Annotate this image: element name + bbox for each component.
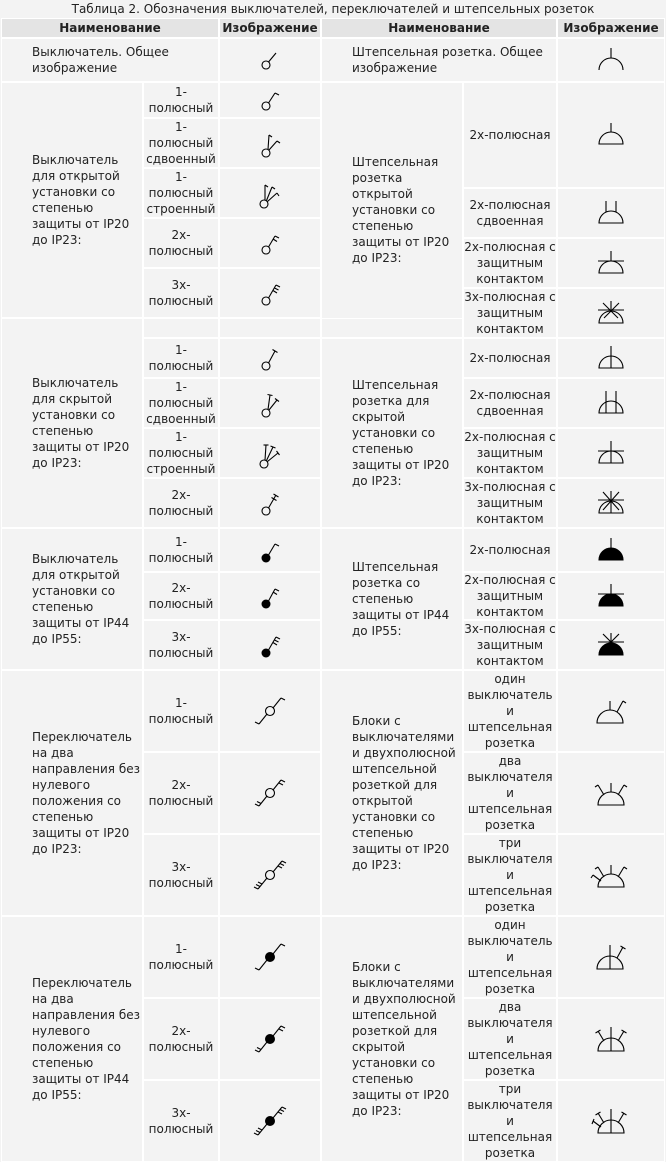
block-open-3sw-symbol [557,834,665,916]
group5-left-sub-2: 3х-полюсный [143,1080,219,1162]
group5-right-sub-0: один выключатель и штепсельная розетка [463,916,557,998]
group3-left-name: Выключатель для открытой установки со степенью защиты от IP44 до IP55: [1,528,143,670]
group1-right-name: Штепсельная розетка открытой установки со степенью защиты от IP20 до IP23: [321,82,463,338]
socket-general-symbol [557,38,665,82]
group4-left-sub-2: 3х-полюсный [143,834,219,916]
switch-open-1p-triple-symbol [219,168,321,218]
switch-hidden-2p-symbol [219,478,321,528]
socket-open-2p-ground-symbol [557,238,665,288]
group2-right-spacer [321,318,463,338]
group4-right-sub-1: два выключателя и штепсельная розетка [463,752,557,834]
changeover-ip44-1p-symbol [219,916,321,998]
switch-open-1p-symbol [219,82,321,118]
table-caption: Таблица 2. Обозначения выключателей, переключателей и штепсельных розеток [71,2,595,16]
switch-ip44-3p-symbol [219,620,321,670]
block-open-2sw-symbol [557,752,665,834]
group2-left-name: Выключатель для скрытой установки со степенью защиты от IP20 до IP23: [1,318,143,528]
group1-right-sub-0: 2х-полюсная [463,82,557,188]
group4-left-sub-0: 1-полюсный [143,670,219,752]
group2-right-name: Штепсельная розетка для скрытой установки со степенью защиты от IP20 до IP23: [321,338,463,528]
header-image-right: Изображение [557,18,665,38]
group5-right-sub-2: три выключателя и штепсельная розетка [463,1080,557,1162]
group2-right-sub-2: 2х-полюсная с защитным контактом [464,430,556,476]
group4-right-sub-2: три выключателя и штепсельная розетка [463,834,557,916]
symbols-grid [1,18,665,1160]
header-image-left: Изображение [219,18,321,38]
group1-right-sub-3: 3х-полюсная с защитным контактом [464,290,556,336]
group2-left-sub-3: 2х-полюсный [143,478,219,528]
socket-hidden-2p-symbol [557,338,665,378]
group4-right-name: Блоки с выключателями и двухполюсной штепсельной розеткой для открытой установки со степенью защиты от IP20 до IP23: [321,670,463,916]
block-hidden-1sw-symbol [557,916,665,998]
socket-general-name: Штепсельная розетка. Общее изображение [321,38,557,82]
socket-open-2p-symbol [557,82,665,188]
group2-right-sub-1: 2х-полюсная сдвоенная [463,378,557,428]
group5-right-name: Блоки с выключателями и двухполюсной штепсельной розеткой для скрытой установки со степенью защиты от IP20 до IP23: [321,916,463,1162]
switch-hidden-1p-symbol [219,338,321,378]
group2-right-sub-3: 3х-полюсная с защитным контактом [464,480,556,526]
group1-left-name: Выключатель для открытой установки со степенью защиты от IP20 до IP23: [1,82,143,318]
socket-open-3p-ground-symbol [557,288,665,338]
group1-left-sub-4: 3х-полюсный [143,268,219,318]
group2-left-spacer [143,318,219,338]
group5-right-sub-1: два выключателя и штепсельная розетка [463,998,557,1080]
socket-hidden-2p-ground-symbol [557,428,665,478]
group1-right-sub-1: 2х-полюсная сдвоенная [463,188,557,238]
group3-left-sub-1: 2х-полюсный [143,572,219,620]
block-hidden-3sw-symbol [557,1080,665,1162]
changeover-ip44-3p-symbol [219,1080,321,1162]
switch-ip44-1p-symbol [219,528,321,572]
header-name-right: Наименование [321,18,557,38]
changeover-ip44-2p-symbol [219,998,321,1080]
switch-hidden-1p-triple-symbol [219,428,321,478]
group5-left-sub-1: 2х-полюсный [143,998,219,1080]
socket-ip44-2p-ground-symbol [557,572,665,620]
group3-right-name: Штепсельная розетка со степенью защиты от IP44 до IP55: [321,528,463,670]
group3-right-sub-1: 2х-полюсная с защитным контактом [464,573,556,619]
switch-general-symbol [219,38,321,82]
group3-left-sub-0: 1-полюсный [143,528,219,572]
group2-left-sub-0: 1-полюсный [143,338,219,378]
socket-ip44-3p-ground-symbol [557,620,665,670]
switch-ip44-2p-symbol [219,572,321,620]
group1-right-sub-2: 2х-полюсная с защитным контактом [464,240,556,286]
socket-open-2p-double-symbol [557,188,665,238]
group1-left-sub-1: 1-полюсный сдвоенный [143,118,219,168]
header-name-left: Наименование [1,18,219,38]
switch-open-3p-symbol [219,268,321,318]
group1-left-sub-0: 1-полюсный [143,82,219,118]
group2-left-sub-1: 1-полюсный сдвоенный [143,378,219,428]
group1-left-sub-2: 1-полюсный строенный [143,168,219,218]
group5-left-name: Переключатель на два направления без нулевого положения со степенью защиты от IP44 до IP55: [1,916,143,1162]
changeover-3p-symbol [219,834,321,916]
group4-right-sub-0: один выключатель и штепсельная розетка [463,670,557,752]
group2-right-sub-0: 2х-полюсная [463,338,557,378]
group4-left-sub-1: 2х-полюсный [143,752,219,834]
switch-open-1p-double-symbol [219,118,321,168]
switch-hidden-1p-double-symbol [219,378,321,428]
group4-left-name: Переключатель на два направления без нулевого положения со степенью защиты от IP20 до IP23: [1,670,143,916]
block-open-1sw-symbol [557,670,665,752]
block-hidden-2sw-symbol [557,998,665,1080]
group2-left-sub-2: 1-полюсный строенный [143,428,219,478]
socket-ip44-2p-symbol [557,528,665,572]
group3-right-sub-0: 2х-полюсная [463,528,557,572]
group3-left-sub-2: 3х-полюсный [143,620,219,670]
group5-left-sub-0: 1-полюсный [143,916,219,998]
socket-hidden-3p-ground-symbol [557,478,665,528]
socket-hidden-2p-double-symbol [557,378,665,428]
switch-open-2p-symbol [219,218,321,268]
changeover-1p-symbol [219,670,321,752]
group3-right-sub-2: 3х-полюсная с защитным контактом [464,622,556,668]
group1-left-sub-3: 2х-полюсный [143,218,219,268]
changeover-2p-symbol [219,752,321,834]
switch-general-name: Выключатель. Общее изображение [1,38,219,82]
group2-spacer [219,318,321,338]
